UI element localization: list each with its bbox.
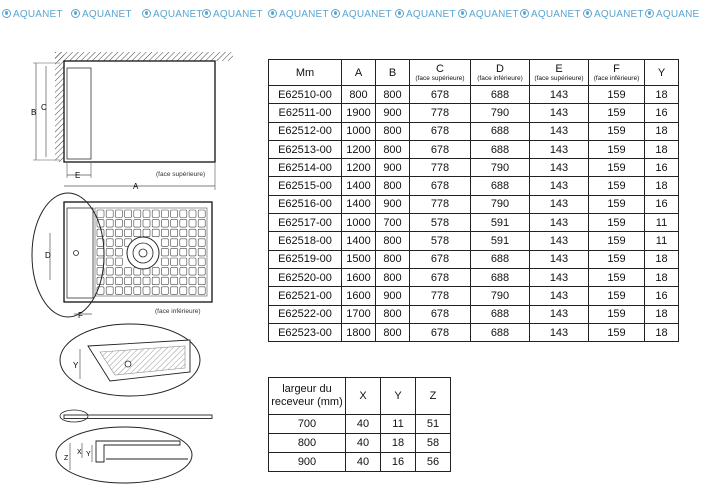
- model-ref-cell: E62518-00: [269, 232, 342, 250]
- aquanet-logo-icon: [395, 9, 404, 18]
- table-cell: 159: [589, 104, 645, 122]
- table-cell: 778: [410, 287, 471, 305]
- table-cell: 800: [376, 86, 410, 104]
- table-cell: 11: [645, 232, 679, 250]
- table-cell: 18: [645, 323, 679, 341]
- table-cell: 688: [471, 86, 530, 104]
- table-cell: 800: [342, 86, 376, 104]
- table-cell: 1600: [342, 287, 376, 305]
- table-cell: 16: [645, 159, 679, 177]
- table-cell: 1400: [342, 195, 376, 213]
- table-cell: 159: [589, 195, 645, 213]
- table-cell: 18: [645, 305, 679, 323]
- table-cell: 678: [410, 268, 471, 286]
- detail-xyz: [56, 427, 192, 483]
- dim-label-b: B: [31, 108, 37, 117]
- table-cell: 800: [376, 323, 410, 341]
- table-cell: 143: [530, 195, 589, 213]
- watermark-logo: AQUANET: [142, 9, 203, 20]
- table-cell: 1600: [342, 268, 376, 286]
- table-row: [269, 195, 679, 213]
- table-cell: 40: [346, 434, 381, 453]
- watermark-logo: AQUANET: [583, 9, 644, 20]
- table-cell: 688: [471, 122, 530, 140]
- table-cell: 159: [589, 177, 645, 195]
- table-cell: 143: [530, 86, 589, 104]
- model-ref-cell: E62517-00: [269, 214, 342, 232]
- table-cell: 1200: [342, 159, 376, 177]
- table-cell: 578: [410, 214, 471, 232]
- watermark-logo: AQUANET: [71, 9, 132, 20]
- table-cell: 778: [410, 104, 471, 122]
- watermark-logo: AQUANET: [458, 9, 519, 20]
- table-cell: 40: [346, 453, 381, 472]
- table-cell: 700: [376, 214, 410, 232]
- table-cell: 159: [589, 250, 645, 268]
- table-row: [269, 232, 679, 250]
- table-row: [269, 214, 679, 232]
- table-cell: 40: [346, 415, 381, 434]
- spec-table-body: [269, 86, 679, 342]
- profile-bar: [64, 415, 212, 419]
- table-cell: 159: [589, 287, 645, 305]
- dim-label-y: Y: [73, 361, 79, 370]
- table-cell: 143: [530, 122, 589, 140]
- table-cell: 143: [530, 268, 589, 286]
- tray-width-cell: 900: [269, 453, 346, 472]
- table-row: [269, 453, 451, 472]
- table-cell: 1700: [342, 305, 376, 323]
- table-cell: 159: [589, 159, 645, 177]
- xyz-table-header-row: [269, 378, 451, 415]
- aquanet-logo-icon: [520, 9, 529, 18]
- aquanet-logo-icon: [583, 9, 592, 18]
- table-cell: 18: [645, 177, 679, 195]
- table-cell: 900: [376, 104, 410, 122]
- table-cell: 678: [410, 140, 471, 158]
- top-view-caption: (face supérieure): [156, 171, 206, 178]
- table-row: [269, 122, 679, 140]
- watermark-logo: AQUANET: [268, 9, 329, 20]
- spec-header-cell: E (face supérieure): [530, 60, 589, 86]
- top-view: [31, 52, 233, 191]
- table-cell: 591: [471, 214, 530, 232]
- table-cell: 688: [471, 268, 530, 286]
- table-cell: 900: [376, 195, 410, 213]
- model-ref-cell: E62512-00: [269, 122, 342, 140]
- model-ref-cell: E62519-00: [269, 250, 342, 268]
- watermark-logo: AQUANE: [645, 9, 699, 20]
- watermark-logo: AQUANET: [395, 9, 456, 20]
- table-cell: 143: [530, 287, 589, 305]
- model-ref-cell: E62514-00: [269, 159, 342, 177]
- table-cell: 16: [381, 453, 416, 472]
- technical-drawing: [0, 0, 268, 500]
- table-cell: 678: [410, 305, 471, 323]
- table-cell: 578: [410, 232, 471, 250]
- table-row: [269, 305, 679, 323]
- dim-label-a: A: [133, 182, 139, 191]
- table-cell: 688: [471, 323, 530, 341]
- table-row: [269, 159, 679, 177]
- model-ref-cell: E62522-00: [269, 305, 342, 323]
- table-cell: 159: [589, 232, 645, 250]
- table-cell: 16: [645, 287, 679, 305]
- spec-header-cell: F (face inférieure): [589, 60, 645, 86]
- table-cell: 56: [416, 453, 451, 472]
- dim-label-z: Z: [64, 455, 69, 462]
- table-cell: 688: [471, 140, 530, 158]
- xyz-header-width: largeur du receveur (mm): [269, 378, 346, 415]
- table-cell: 678: [410, 86, 471, 104]
- spec-header-cell: A: [342, 60, 376, 86]
- table-cell: 18: [645, 122, 679, 140]
- tray-width-cell: 700: [269, 415, 346, 434]
- table-cell: 1500: [342, 250, 376, 268]
- table-row: [269, 177, 679, 195]
- table-row: [269, 415, 451, 434]
- dim-label-x: X: [77, 449, 82, 456]
- table-row: [269, 86, 679, 104]
- table-cell: 800: [376, 305, 410, 323]
- table-cell: 143: [530, 159, 589, 177]
- table-cell: 143: [530, 214, 589, 232]
- aquanet-logo-icon: [268, 9, 277, 18]
- table-cell: 800: [376, 140, 410, 158]
- table-cell: 800: [376, 122, 410, 140]
- side-profile: [60, 410, 212, 422]
- dim-label-f: F: [78, 311, 83, 320]
- table-cell: 900: [376, 159, 410, 177]
- table-cell: 591: [471, 232, 530, 250]
- table-cell: 1200: [342, 140, 376, 158]
- table-row: [269, 104, 679, 122]
- table-cell: 11: [645, 214, 679, 232]
- table-cell: 790: [471, 104, 530, 122]
- table-cell: 18: [645, 140, 679, 158]
- model-ref-cell: E62511-00: [269, 104, 342, 122]
- aquanet-logo-icon: [645, 9, 654, 18]
- table-cell: 18: [645, 86, 679, 104]
- model-ref-cell: E62523-00: [269, 323, 342, 341]
- table-cell: 159: [589, 214, 645, 232]
- table-cell: 159: [589, 323, 645, 341]
- table-cell: 688: [471, 250, 530, 268]
- table-cell: 1000: [342, 214, 376, 232]
- table-cell: 11: [381, 415, 416, 434]
- table-row: [269, 268, 679, 286]
- table-cell: 790: [471, 195, 530, 213]
- table-cell: 1400: [342, 232, 376, 250]
- spec-header-cell: B: [376, 60, 410, 86]
- table-cell: 143: [530, 177, 589, 195]
- table-row: [269, 140, 679, 158]
- model-ref-cell: E62520-00: [269, 268, 342, 286]
- table-row: [269, 287, 679, 305]
- table-cell: 800: [376, 250, 410, 268]
- dim-label-c: C: [41, 103, 47, 112]
- model-ref-cell: E62513-00: [269, 140, 342, 158]
- table-cell: 143: [530, 305, 589, 323]
- spec-header-cell: Y: [645, 60, 679, 86]
- wall-hatch-top: [55, 52, 233, 61]
- table-cell: 143: [530, 323, 589, 341]
- dim-label-y2: Y: [86, 451, 91, 458]
- table-cell: 16: [645, 195, 679, 213]
- table-cell: 800: [376, 268, 410, 286]
- watermark-logo: AQUANET: [2, 9, 63, 20]
- table-cell: 58: [416, 434, 451, 453]
- table-cell: 143: [530, 250, 589, 268]
- model-ref-cell: E62515-00: [269, 177, 342, 195]
- aquanet-logo-icon: [458, 9, 467, 18]
- tray-width-cell: 800: [269, 434, 346, 453]
- table-cell: 678: [410, 250, 471, 268]
- watermark-logo: AQUANET: [202, 9, 263, 20]
- xyz-table: [268, 377, 451, 472]
- table-cell: 790: [471, 287, 530, 305]
- drain-outer: [127, 237, 159, 269]
- dim-label-e: E: [75, 171, 81, 180]
- bottom-view: [32, 193, 212, 320]
- dim-label-d: D: [45, 251, 51, 260]
- table-row: [269, 250, 679, 268]
- table-cell: 688: [471, 177, 530, 195]
- wall-hatch-left: [55, 52, 64, 162]
- table-cell: 159: [589, 140, 645, 158]
- watermark-logo: AQUANET: [520, 9, 581, 20]
- table-cell: 159: [589, 268, 645, 286]
- bottom-view-caption: (face inférieure): [155, 308, 201, 315]
- table-cell: 900: [376, 287, 410, 305]
- spec-table-header-row: [269, 60, 679, 86]
- xyz-table-body: [269, 415, 451, 472]
- xyz-header-cell: Z: [416, 378, 451, 415]
- table-cell: 159: [589, 305, 645, 323]
- aquanet-logo-icon: [331, 9, 340, 18]
- table-cell: 678: [410, 122, 471, 140]
- model-ref-cell: E62521-00: [269, 287, 342, 305]
- table-cell: 159: [589, 86, 645, 104]
- table-cell: 143: [530, 104, 589, 122]
- table-row: [269, 323, 679, 341]
- table-cell: 1400: [342, 177, 376, 195]
- table-cell: 1800: [342, 323, 376, 341]
- table-cell: 800: [376, 177, 410, 195]
- xyz-header-cell: X: [346, 378, 381, 415]
- table-cell: 143: [530, 232, 589, 250]
- table-cell: 678: [410, 323, 471, 341]
- spec-header-cell: D (face inférieure): [471, 60, 530, 86]
- table-cell: 18: [381, 434, 416, 453]
- detail-section-y: [60, 324, 200, 396]
- table-cell: 16: [645, 104, 679, 122]
- table-cell: 51: [416, 415, 451, 434]
- table-cell: 688: [471, 305, 530, 323]
- xyz-header-cell: Y: [381, 378, 416, 415]
- tray-outline-top: [64, 61, 215, 162]
- table-cell: 790: [471, 159, 530, 177]
- spec-header-cell: C (face supérieure): [410, 60, 471, 86]
- table-cell: 159: [589, 122, 645, 140]
- model-ref-cell: E62510-00: [269, 86, 342, 104]
- table-cell: 678: [410, 177, 471, 195]
- table-cell: 1900: [342, 104, 376, 122]
- spec-table: [268, 59, 679, 342]
- table-cell: 18: [645, 268, 679, 286]
- table-cell: 143: [530, 140, 589, 158]
- table-cell: 800: [376, 232, 410, 250]
- table-row: [269, 434, 451, 453]
- table-cell: 778: [410, 195, 471, 213]
- model-ref-cell: E62516-00: [269, 195, 342, 213]
- spec-header-cell: Mm: [269, 60, 342, 86]
- table-cell: 1000: [342, 122, 376, 140]
- table-cell: 18: [645, 250, 679, 268]
- table-cell: 778: [410, 159, 471, 177]
- watermark-logo: AQUANET: [331, 9, 392, 20]
